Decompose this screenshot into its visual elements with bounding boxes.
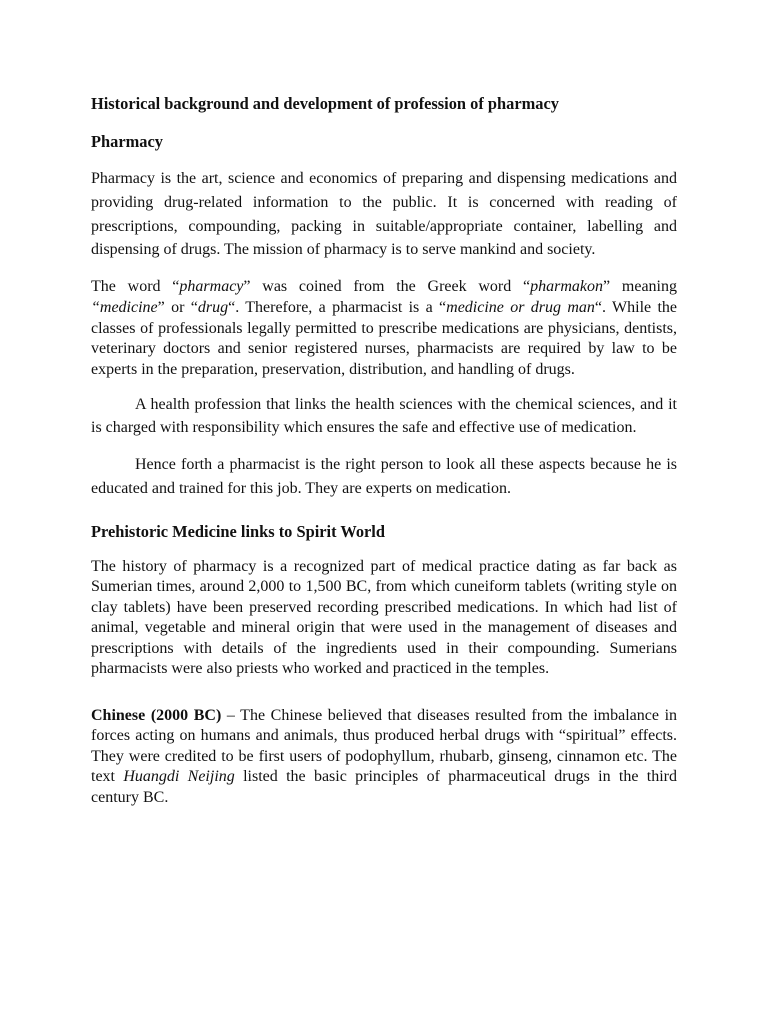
- text-run: – The Chinese believed that diseases resulted from the imbalance in forces acting on humans and animals, thus produced herbal drugs with “spiritual” effects. They were credited to be first users of podophyllum, rhubarb, ginseng, cinnamon etc. The text: [91, 706, 678, 786]
- italic-term: pharmacy: [179, 278, 244, 295]
- document-title: Historical background and development of profession of pharmacy: [91, 94, 559, 113]
- text-run: “. Therefore, a pharmacist is a “: [228, 298, 447, 316]
- bold-label: Chinese (2000 BC): [91, 706, 222, 724]
- paragraph-health-profession: A health profession that links the health sciences with the chemical sciences, and it is charged with responsibility which ensures the safe and effective use of medication.: [91, 395, 677, 437]
- italic-term: Huangdi Neijing: [123, 768, 235, 786]
- text-run: ” was coined from the Greek word “: [243, 278, 531, 295]
- text-run: “. While the classes of professionals legally permitted to prescribe medications are physicians, dentists, veterinary doctors and senior registered nurses, pharmacists are required by law to be experts in the preparation, preservation, distribution, and handling of drugs.: [91, 298, 678, 379]
- paragraph-history-sumerian: The history of pharmacy is a recognized part of medical practice dating as far back as Sumerian times, around 2,000 to 1,500 BC, from which cuneiform tablets (writing style on clay tablets) have been preserved recording prescribed medications. In which had list of animal, vegetable and mineral origin that were used in the management of diseases and prescriptions with details of the ingredients used in their compounding. Sumerians pharmacists were also priests who worked and practiced in the temples.: [91, 557, 677, 678]
- document-page: [91, 92, 677, 808]
- paragraph-pharmacy-definition: Pharmacy is the art, science and economics of preparing and dispensing medications and providing drug-related information to the public. It is concerned with reading of prescriptions, compounding, packing in suitable/appropriate container, labelling and dispensing of drugs. The mission of pharmacy is to serve mankind and society.: [91, 170, 677, 259]
- text-run: ” meaning: [603, 278, 677, 295]
- text-run: listed the basic principles of pharmaceutical drugs in the third century BC.: [91, 768, 677, 806]
- text-run: ” or “: [157, 298, 198, 316]
- italic-term: pharmakon: [530, 278, 604, 295]
- italic-term: medicine or drug man: [446, 298, 595, 316]
- paragraph-chinese: [91, 706, 677, 809]
- section-heading-pharmacy: Pharmacy: [91, 132, 163, 151]
- section-heading-prehistoric: Prehistoric Medicine links to Spirit World: [91, 521, 385, 541]
- italic-term: “medicine: [91, 298, 158, 316]
- text-run: The word “: [91, 278, 180, 295]
- paragraph-word-origin: [91, 277, 677, 381]
- paragraph-pharmacist-role: Hence forth a pharmacist is the right person to look all these aspects because he is educated and trained for this job. They are experts on medication.: [91, 455, 677, 497]
- italic-term: drug: [197, 298, 229, 316]
